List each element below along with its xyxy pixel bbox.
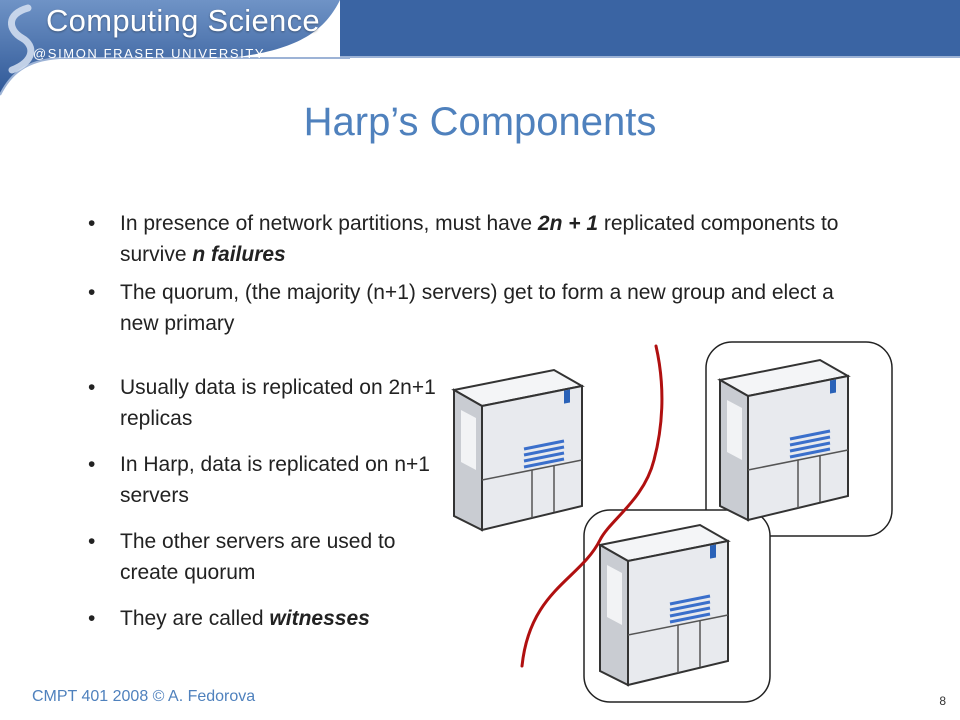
- bullet-text: Usually data is replicated on 2n+1 replicas: [120, 376, 436, 430]
- bullet-item: [88, 208, 878, 270]
- slide-title: Harp’s Components: [303, 100, 657, 144]
- partition-diagram: [440, 340, 900, 720]
- top-bullet-list: [88, 208, 878, 346]
- footer-credit: CMPT 401 2008 © A. Fedorova: [32, 688, 256, 705]
- server-icon: [454, 370, 582, 530]
- bullet-item: [88, 603, 448, 634]
- bullet-text: In presence of network partitions, must have: [120, 212, 538, 235]
- bullet-item: [88, 372, 448, 434]
- bullet-item: [88, 449, 448, 511]
- bullet-text: replicated components to survive: [120, 212, 839, 266]
- bullet-text: In Harp, data is replicated on n+1 servers: [120, 453, 430, 507]
- bullet-emphasis: 2n + 1: [537, 212, 599, 235]
- bullet-text: The quorum, (the majority (n+1) servers) get to form a new group and elect a new primary: [120, 281, 834, 335]
- brand-subtitle: @SIMON FRASER UNIVERSITY: [33, 46, 266, 61]
- bullet-item: [88, 526, 448, 588]
- bullet-text: They are called: [120, 607, 270, 630]
- page-number: 8: [939, 694, 946, 708]
- server-icon: [720, 360, 848, 520]
- bullet-emphasis: witnesses: [269, 607, 370, 630]
- left-bullet-list: [88, 372, 448, 649]
- bullet-text: The other servers are used to create quorum: [120, 530, 396, 584]
- brand-title: Computing Science: [46, 3, 320, 38]
- bullet-item: [88, 277, 878, 339]
- bullet-emphasis: n failures: [192, 243, 286, 266]
- server-icon: [600, 525, 728, 685]
